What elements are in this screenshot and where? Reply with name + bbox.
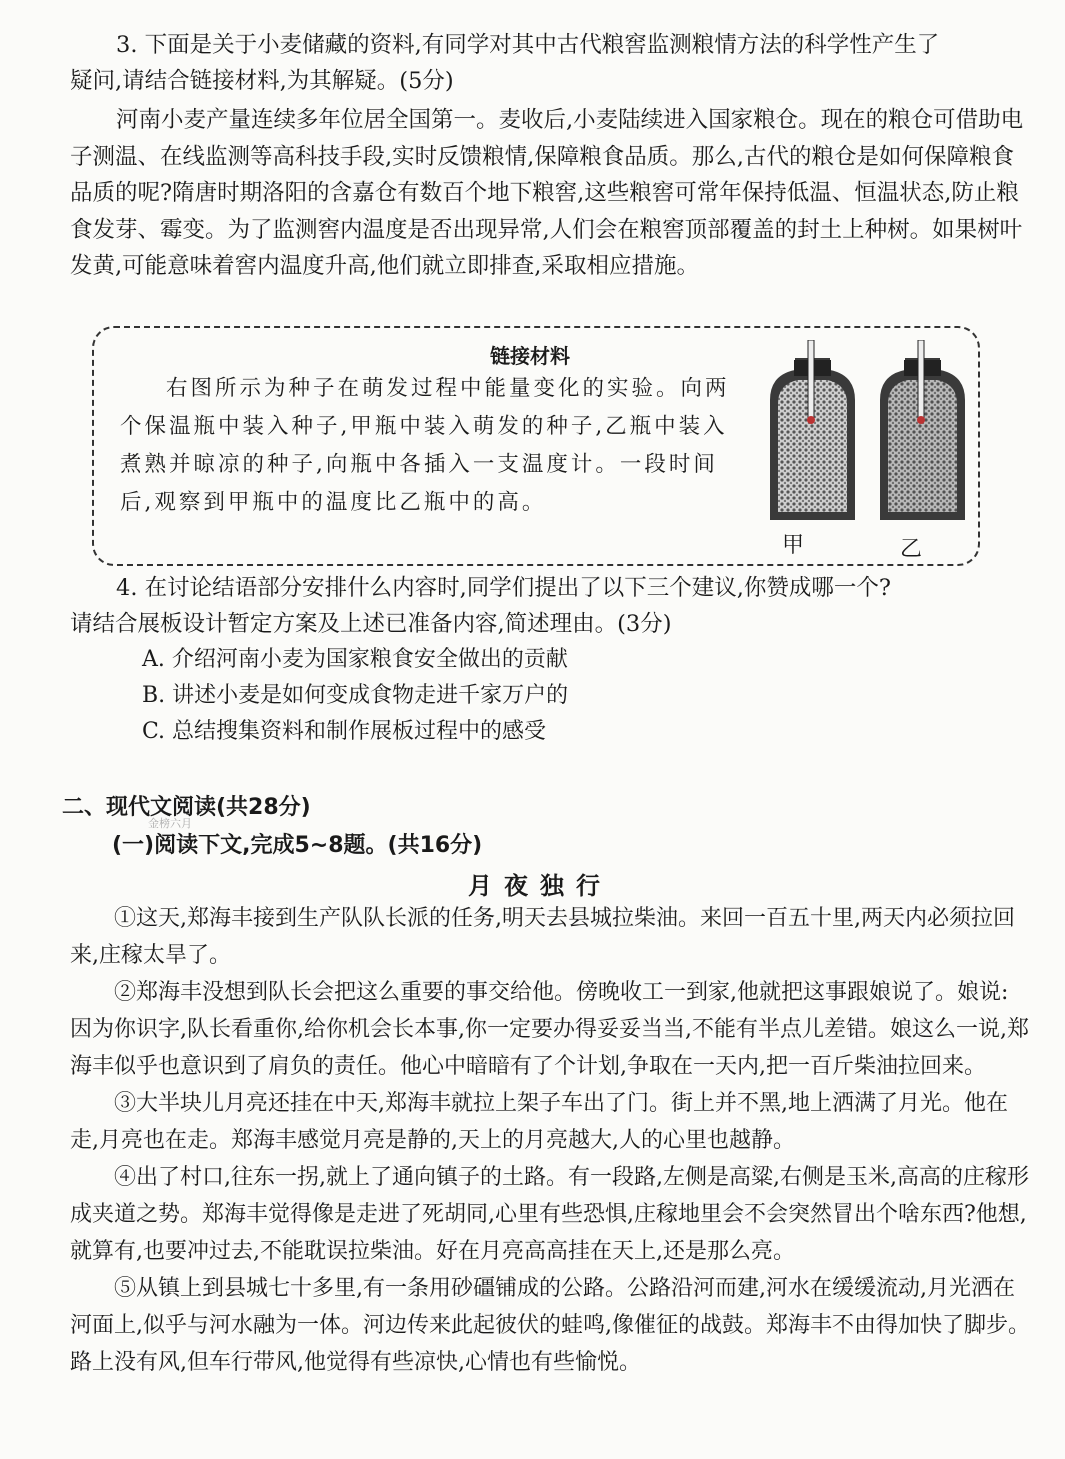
q4-option-a: A. 介绍河南小麦为国家粮食安全做出的贡献 [142, 647, 568, 672]
story-paragraph-4: ④出了村口,往东一拐,就上了通向镇子的土路。有一段路,左侧是高粱,右侧是玉米,高高的庄稼形成夹道之势。郑海丰觉得像是走进了死胡同,心里有些恐惧,庄稼地里会不会突然冒出个啥东西?他想,就算有,也要冲过去,不能耽误拉柴油。好在月亮高高挂在天上,还是那么亮。 [70, 1165, 1029, 1264]
bottle-a-label: 甲 [782, 533, 805, 558]
q3-passage [70, 102, 1030, 285]
story-body [70, 900, 1030, 1381]
story-paragraph-1: ①这天,郑海丰接到生产队队长派的任务,明天去县城拉柴油。来回一百五十里,两天内必须拉回来,庄稼太旱了。 [70, 906, 1015, 968]
q3-stem-line1: 3. 下面是关于小麦储藏的资料,有同学对其中古代粮窖监测粮情方法的科学性产生了 [116, 32, 940, 58]
q3-stem-line2: 疑问,请结合链接材料,为其解疑。(5分) [70, 68, 454, 94]
q4-stem-line1: 4. 在讨论结语部分安排什么内容时,同学们提出了以下三个建议,你赞成哪一个? [116, 575, 891, 601]
q4-option-c: C. 总结搜集资料和制作展板过程中的感受 [142, 719, 547, 744]
bottle-b [880, 340, 965, 520]
q4-stem-line2: 请结合展板设计暂定方案及上述已准备内容,简述理由。(3分) [70, 611, 672, 637]
story-paragraph-2: ②郑海丰没想到队长会把这么重要的事交给他。傍晚收工一到家,他就把这事跟娘说了。娘说:因为你识字,队长看重你,给你机会长本事,你一定要办得妥妥当当,不能有半点儿差错。娘这么一说,郑海丰似乎也意识到了肩负的责任。他心中暗暗有了个计划,争取在一天内,把一百斤柴油拉回来。 [70, 980, 1029, 1079]
thermos-bottles-illustration [750, 340, 970, 530]
story-paragraph-5: ⑤从镇上到县城七十多里,有一条用砂礓铺成的公路。公路沿河而建,河水在缓缓流动,月光洒在河面上,似乎与河水融为一体。河边传来此起彼伏的蛙鸣,像催征的战鼓。郑海丰不由得加快了脚步。路上没有风,但车行带风,他觉得有些凉快,心情也有些愉悦。 [70, 1276, 1030, 1375]
link-material-text-block [120, 370, 740, 522]
story-title: 月夜独行 [468, 872, 612, 900]
story-paragraph-3: ③大半块儿月亮还挂在中天,郑海丰就拉上架子车出了门。街上并不黑,地上洒满了月光。他在走,月亮也在走。郑海丰感觉月亮是静的,天上的月亮越大,人的心里也越静。 [70, 1091, 1008, 1153]
q4-option-b: B. 讲述小麦是如何变成食物走进千家万户的 [142, 683, 569, 708]
bottle-b-label: 乙 [900, 537, 923, 562]
link-material-text: 右图所示为种子在萌发过程中能量变化的实验。向两个保温瓶中装入种子,甲瓶中装入萌发的种子,乙瓶中装入煮熟并晾凉的种子,向瓶中各插入一支温度计。一段时间后,观察到甲瓶中的温度比乙瓶中的高。 [120, 376, 730, 515]
watermark: 金榜六月 [148, 817, 192, 830]
section2-title: 二、现代文阅读(共28分) [62, 795, 311, 820]
section2-subtitle: (一)阅读下文,完成5~8题。(共16分) [112, 833, 483, 858]
q3-passage-text: 河南小麦产量连续多年位居全国第一。麦收后,小麦陆续进入国家粮仓。现在的粮仓可借助电子测温、在线监测等高科技手段,实时反馈粮情,保障粮食品质。那么,古代的粮仓是如何保障粮食品质的呢?隋唐时期洛阳的含嘉仓有数百个地下粮窖,这些粮窖可常年保持低温、恒温状态,防止粮食发芽、霉变。为了监测窖内温度是否出现异常,人们会在粮窖顶部覆盖的封土上种树。如果树叶发黄,可能意味着窖内温度升高,他们就立即排查,采取相应措施。 [70, 107, 1024, 279]
link-material-title: 链接材料 [490, 344, 570, 368]
bottle-a [770, 340, 855, 520]
